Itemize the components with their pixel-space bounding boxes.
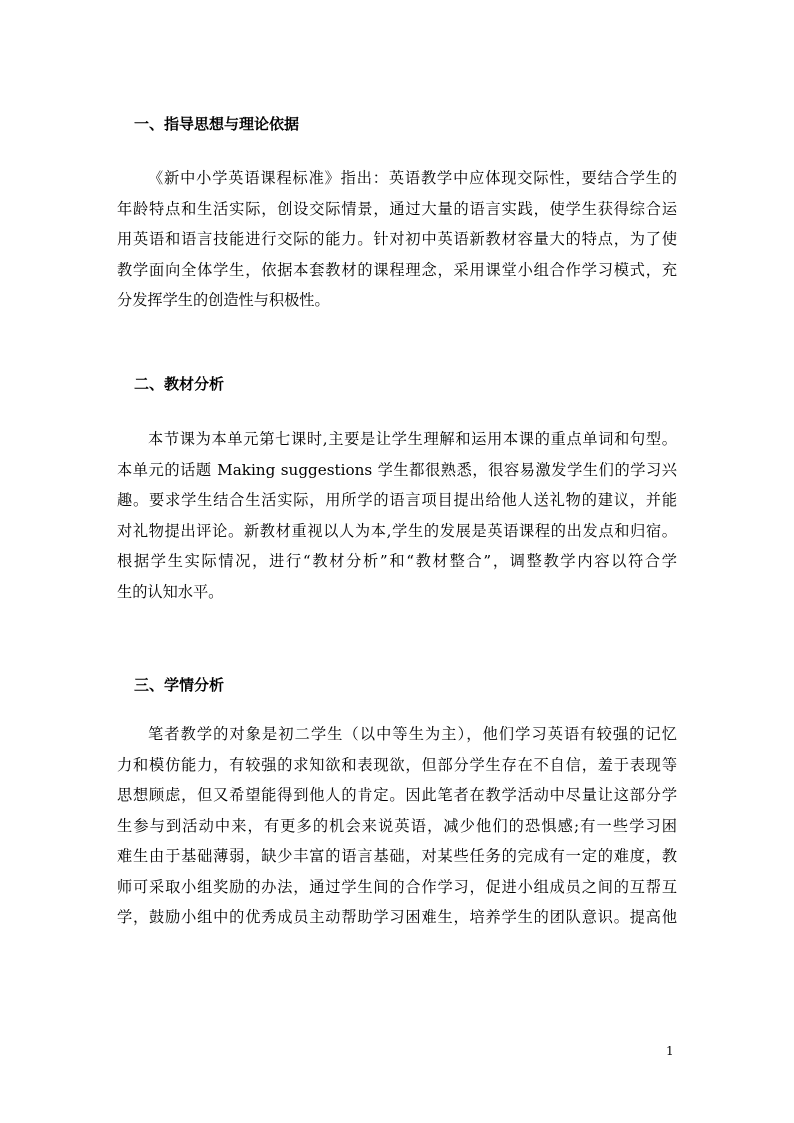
section-paragraph-material-analysis <box>117 424 677 607</box>
paragraph-line: 生参与到活动中来，有更多的机会来说英语，减少他们的恐惧感;有一些学习困 <box>117 816 677 835</box>
paragraph-line: 《新中小学英语课程标准》指出：英语教学中应体现交际性，要结合学生的 <box>148 169 677 187</box>
paragraph-line: 力和模仿能力，有较强的求知欲和表现欲，但部分学生存在不自信，羞于表现等 <box>117 755 677 774</box>
paragraph-line: 思想顾虑，但又希望能得到他人的肯定。因此笔者在教学活动中尽量让这部分学 <box>117 786 677 804</box>
section-heading-guiding-ideas: 一、指导思想与理论依据 <box>134 115 300 133</box>
section-heading-material-analysis: 二、教材分析 <box>134 375 225 393</box>
paragraph-line: 师可采取小组奖励的办法，通过学生间的合作学习，促进小组成员之间的互帮互 <box>117 877 677 896</box>
paragraph-line: 分发挥学生的创造性与积极性。 <box>117 291 330 309</box>
paragraph-line: 对礼物提出评论。新教材重视以人为本,学生的发展是英语课程的出发点和归宿。 <box>117 521 677 540</box>
paragraph-line: 趣。要求学生结合生活实际，用所学的语言项目提出给他人送礼物的建议，并能 <box>117 491 677 509</box>
paragraph-line: 学，鼓励小组中的优秀成员主动帮助学习困难生，培养学生的团队意识。提高他 <box>117 908 677 926</box>
section-heading-student-analysis: 三、学情分析 <box>134 676 225 694</box>
paragraph-line: 教学面向全体学生，依据本套教材的课程理念，采用课堂小组合作学习模式，充 <box>117 260 677 279</box>
page-number: 1 <box>666 1044 674 1058</box>
paragraph-line: 年龄特点和生活实际，创设交际情景，通过大量的语言实践，使学生获得综合运 <box>117 199 677 218</box>
paragraph-line: 本节课为本单元第七课时,主要是让学生理解和运用本课的重点单词和句型。 <box>148 430 677 448</box>
paragraph-line: 本单元的话题 Making suggestions 学生都很熟悉，很容易激发学生们的学习兴 <box>117 460 677 479</box>
paragraph-line: 生的认知水平。 <box>117 582 224 601</box>
paragraph-line: 用英语和语言技能进行交际的能力。针对初中英语新教材容量大的特点，为了使 <box>117 230 677 248</box>
section-paragraph-guiding-ideas <box>117 163 677 316</box>
paragraph-line: 笔者教学的对象是初二学生（以中等生为主），他们学习英语有较强的记忆 <box>148 725 677 743</box>
paragraph-line: 难生由于基础薄弱，缺少丰富的语言基础，对某些任务的完成有一定的难度，教 <box>117 847 677 865</box>
section-paragraph-student-analysis <box>117 719 677 933</box>
paragraph-line: 根据学生实际情况，进行“教材分析”和“教材整合”，调整教学内容以符合学 <box>117 552 677 570</box>
